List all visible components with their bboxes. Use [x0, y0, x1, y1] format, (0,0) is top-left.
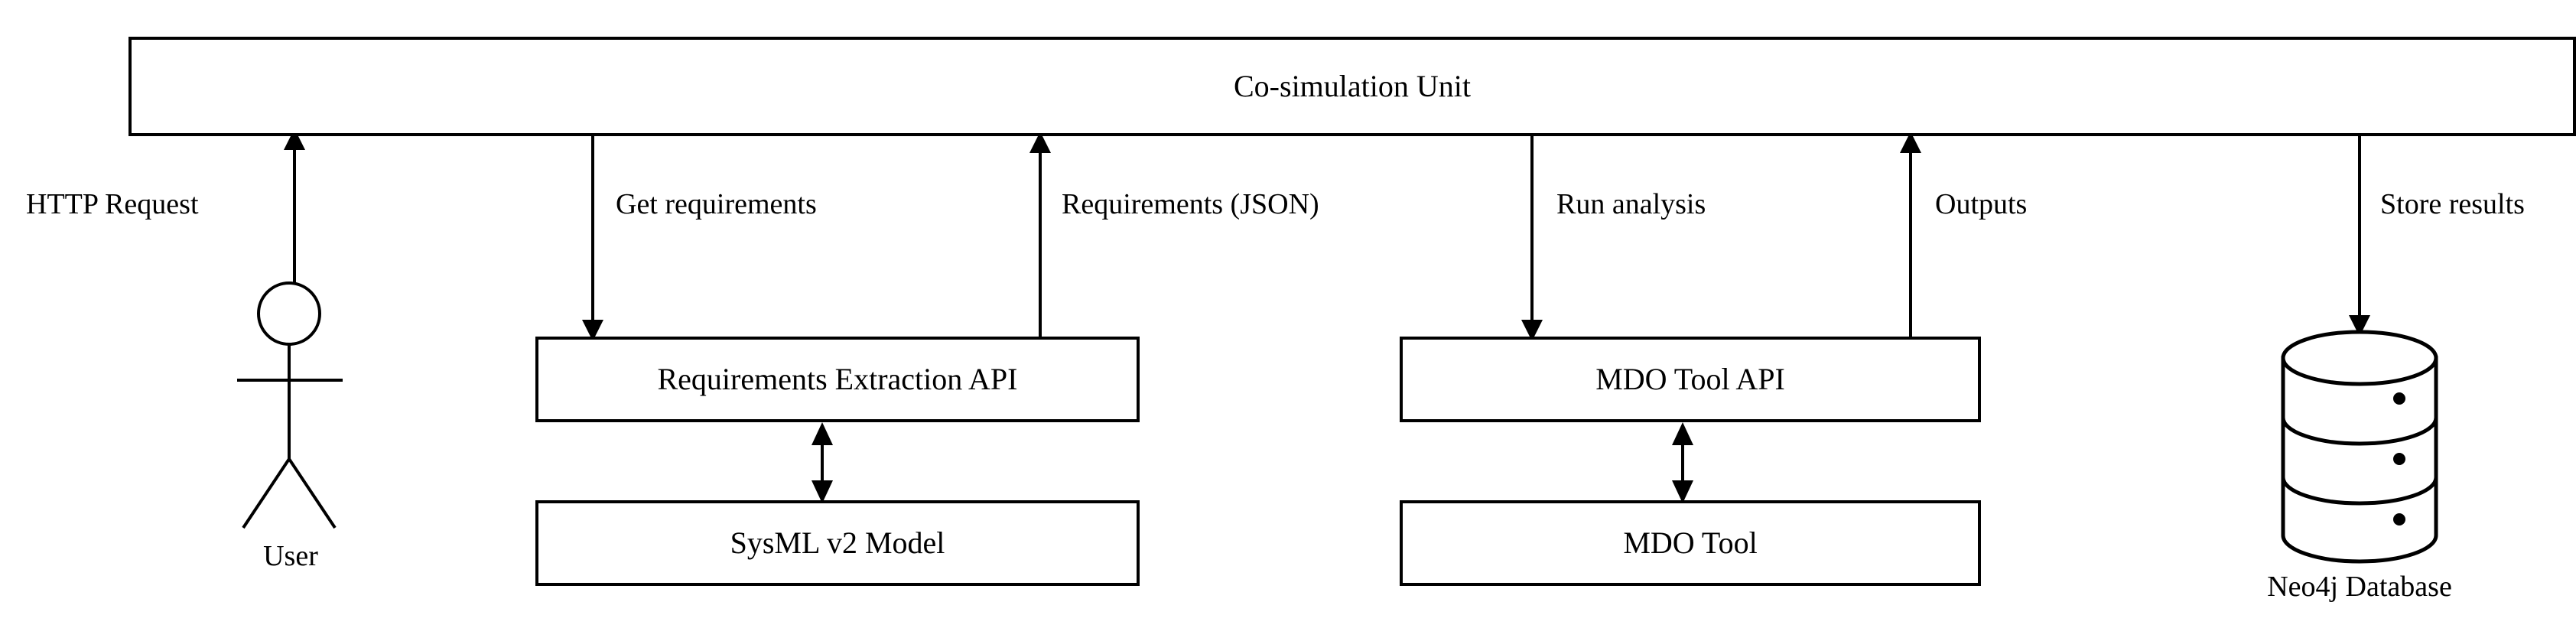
user-actor-icon	[237, 283, 343, 528]
edge-label-run-analysis: Run analysis	[1556, 188, 1706, 220]
node-mdo-tool-api[interactable]	[1400, 337, 1981, 422]
edge-label-store-results: Store results	[2380, 188, 2525, 220]
node-sysml-v2-model-label: SysML v2 Model	[730, 526, 945, 560]
connector-get-requirements	[582, 136, 603, 341]
connector-reqapi-sysml	[812, 422, 833, 503]
edge-label-http-request: HTTP Request	[26, 188, 199, 220]
connector-run-analysis	[1521, 136, 1543, 341]
node-mdo-tool[interactable]	[1400, 500, 1981, 586]
node-mdo-tool-api-label: MDO Tool API	[1595, 362, 1785, 396]
node-neo4j-database-label: Neo4j Database	[2267, 571, 2452, 603]
connector-http-request	[284, 129, 305, 291]
node-sysml-v2-model[interactable]	[535, 500, 1140, 586]
node-mdo-tool-label: MDO Tool	[1623, 526, 1758, 560]
node-user-label: User	[263, 540, 318, 572]
connector-store-results	[2349, 136, 2370, 337]
database-cylinder-icon	[2283, 332, 2436, 561]
edge-label-get-requirements: Get requirements	[616, 188, 817, 220]
node-cosimulation-unit[interactable]	[128, 37, 2576, 136]
edge-label-outputs: Outputs	[1935, 188, 2028, 220]
node-cosimulation-unit-label: Co-simulation Unit	[1234, 69, 1471, 103]
connector-mdoapi-mdotool	[1672, 422, 1693, 503]
edge-label-requirements-json: Requirements (JSON)	[1062, 188, 1319, 220]
node-requirements-extraction-api-label: Requirements Extraction API	[657, 362, 1018, 396]
connector-outputs	[1900, 132, 1921, 341]
node-requirements-extraction-api[interactable]	[535, 337, 1140, 422]
connector-requirements-json	[1029, 132, 1051, 341]
